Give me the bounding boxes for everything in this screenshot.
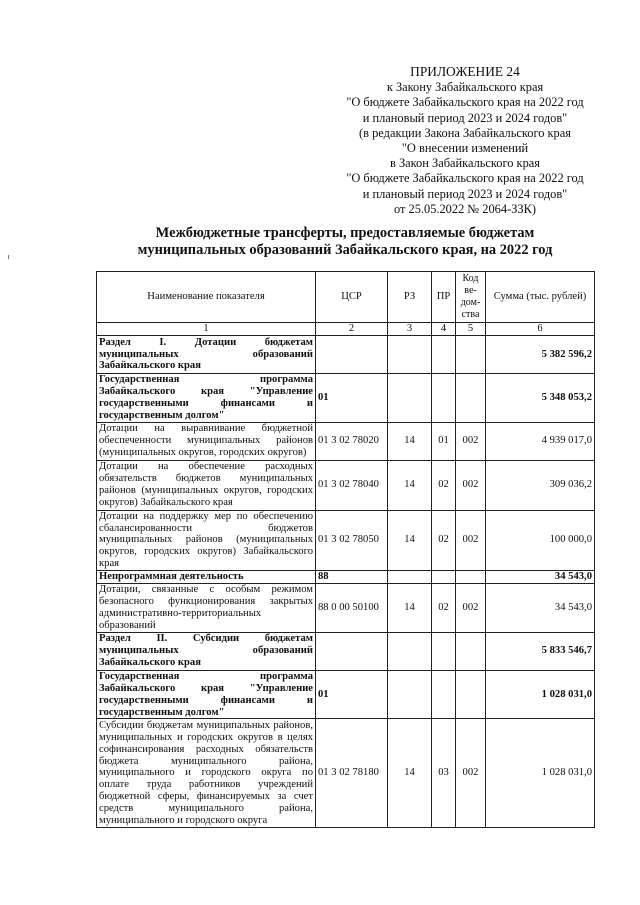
annex-line: и плановый период 2023 и 2024 годов" — [362, 110, 568, 125]
row-csr: 88 0 00 50100 — [316, 584, 388, 633]
row-sum: 34 543,0 — [486, 571, 595, 584]
annex-line: от 25.05.2022 № 2064-ЗЗК) — [393, 201, 537, 216]
row-pr — [432, 670, 456, 719]
row-rz — [388, 374, 432, 423]
document-title — [96, 225, 594, 259]
table-row — [97, 584, 595, 633]
row-name: Дотации на обеспечение расходных обязательств бюджетов муниципальных районов (муниципальных округов, городских округов) Забайкальского края — [97, 460, 316, 510]
row-pr: 02 — [432, 584, 456, 633]
row-csr: 01 — [316, 374, 388, 423]
table-row — [97, 460, 595, 510]
row-name: Раздел II. Субсидии бюджетам муниципальных образований Забайкальского края — [97, 632, 316, 670]
row-csr: 01 3 02 78040 — [316, 460, 388, 510]
row-pr — [432, 336, 456, 374]
row-name: Дотации на поддержку мер по обеспечению сбалансированности бюджетов муниципальных районов (муниципальных округов, городских округов) Забайкальского края — [97, 510, 316, 571]
annex-title: ПРИЛОЖЕНИЕ 24 — [410, 64, 520, 79]
header-csr: ЦСР — [316, 272, 388, 323]
header-rz: РЗ — [388, 272, 432, 323]
row-kvr: 002 — [456, 584, 486, 633]
row-rz: 14 — [388, 584, 432, 633]
annex-line: (в редакции Закона Забайкальского края — [359, 125, 571, 140]
annex-line: и плановый период 2023 и 2024 годов" — [362, 186, 568, 201]
row-name: Государственная программа Забайкальского края "Управление государственными финансами и государственным долгом" — [97, 670, 316, 719]
annex-header — [300, 64, 630, 217]
table-row — [97, 422, 595, 460]
header-sum: Сумма (тыс. рублей) — [486, 272, 595, 323]
row-sum: 5 382 596,2 — [486, 336, 595, 374]
row-sum: 309 036,2 — [486, 460, 595, 510]
row-pr: 02 — [432, 510, 456, 571]
header-kvr: Код ве- дом- ства — [456, 272, 486, 323]
row-rz — [388, 632, 432, 670]
row-pr — [432, 571, 456, 584]
table-row — [97, 571, 595, 584]
row-rz: 14 — [388, 460, 432, 510]
table-row — [97, 374, 595, 423]
table-row — [97, 719, 595, 828]
row-name: Непрограммная деятельность — [97, 571, 316, 584]
row-csr: 01 — [316, 670, 388, 719]
column-numbers-row — [97, 323, 595, 336]
row-name: Государственная программа Забайкальского края "Управление государственными финансами и государственным долгом" — [97, 374, 316, 423]
header-pr: ПР — [432, 272, 456, 323]
row-rz: 14 — [388, 719, 432, 828]
row-rz: 14 — [388, 422, 432, 460]
header-name: Наименование показателя — [97, 272, 316, 323]
margin-mark — [8, 255, 11, 259]
row-name: Дотации, связанные с особым режимом безопасного функционирования закрытых административно-территориальных образований — [97, 584, 316, 633]
title-line-1: Межбюджетные трансферты, предоставляемые бюджетам — [155, 225, 535, 241]
row-kvr — [456, 571, 486, 584]
row-pr: 02 — [432, 460, 456, 510]
row-sum: 1 028 031,0 — [486, 670, 595, 719]
row-name: Раздел I. Дотации бюджетам муниципальных образований Забайкальского края — [97, 336, 316, 374]
row-csr: 01 3 02 78020 — [316, 422, 388, 460]
row-sum: 1 028 031,0 — [486, 719, 595, 828]
row-kvr: 002 — [456, 719, 486, 828]
row-sum: 5 833 546,7 — [486, 632, 595, 670]
row-name: Дотации на выравнивание бюджетной обеспеченности муниципальных районов (муниципальных округов, городских округов) — [97, 422, 316, 460]
row-sum: 4 939 017,0 — [486, 422, 595, 460]
annex-line: "О внесении изменений — [401, 141, 529, 156]
row-kvr — [456, 670, 486, 719]
annex-line: к Закону Забайкальского края — [386, 80, 544, 95]
row-sum: 100 000,0 — [486, 510, 595, 571]
annex-line: в Закон Забайкальского края — [390, 156, 540, 171]
row-pr: 03 — [432, 719, 456, 828]
row-kvr: 002 — [456, 422, 486, 460]
row-rz: 14 — [388, 510, 432, 571]
row-name: Субсидии бюджетам муниципальных районов, муниципальных и городских округов в целях софинансирования расходных обязательств бюджета муниципального района, муниципального и городского округа по оплате труда работников учреждений бюджетной сферы, финансируемых за счет средств муниципального района, муниципального и городского округа — [97, 719, 316, 828]
column-number: 5 — [456, 323, 486, 336]
row-kvr — [456, 374, 486, 423]
table-header-row — [97, 272, 595, 323]
table-row — [97, 670, 595, 719]
title-line-2: муниципальных образований Забайкальского края, на 2022 год — [137, 242, 553, 258]
table-row — [97, 632, 595, 670]
row-pr — [432, 374, 456, 423]
annex-line: "О бюджете Забайкальского края на 2022 год — [346, 171, 584, 186]
row-csr: 01 3 02 78180 — [316, 719, 388, 828]
row-csr — [316, 632, 388, 670]
row-kvr: 002 — [456, 510, 486, 571]
table-row — [97, 510, 595, 571]
row-sum: 34 543,0 — [486, 584, 595, 633]
annex-line: "О бюджете Забайкальского края на 2022 год — [346, 95, 584, 110]
column-number: 6 — [486, 323, 595, 336]
row-pr: 01 — [432, 422, 456, 460]
transfers-table — [96, 271, 595, 828]
row-csr — [316, 336, 388, 374]
column-number: 4 — [432, 323, 456, 336]
row-kvr — [456, 336, 486, 374]
row-rz — [388, 670, 432, 719]
row-rz — [388, 571, 432, 584]
column-number: 2 — [316, 323, 388, 336]
row-rz — [388, 336, 432, 374]
row-kvr — [456, 632, 486, 670]
row-kvr: 002 — [456, 460, 486, 510]
row-csr: 01 3 02 78050 — [316, 510, 388, 571]
row-pr — [432, 632, 456, 670]
column-number: 1 — [97, 323, 316, 336]
table-row — [97, 336, 595, 374]
row-sum: 5 348 053,2 — [486, 374, 595, 423]
row-csr: 88 — [316, 571, 388, 584]
column-number: 3 — [388, 323, 432, 336]
